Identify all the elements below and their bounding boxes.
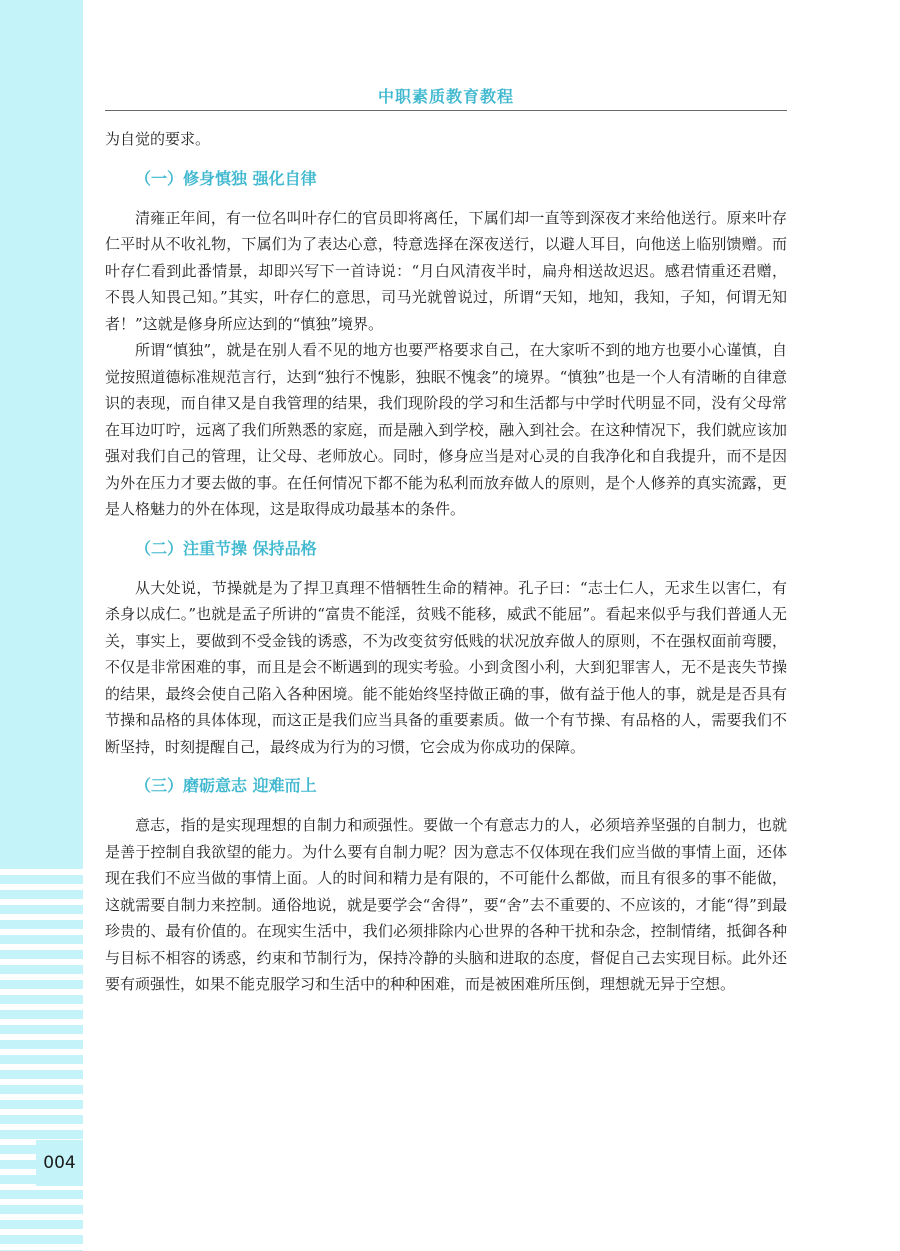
section-heading-2: （二）注重节操 保持品格 xyxy=(135,538,317,558)
page-body xyxy=(105,126,787,998)
section-3-paragraph-1: 意志，指的是实现理想的自制力和顽强性。要做一个有意志力的人，必须培养坚强的自制力，也就是善于控制自我欲望的能力。为什么要有自制力呢？因为意志不仅体现在我们应当做的事情上面，还体现在我们不应当做的事情上面。人的时间和精力是有限的，不可能什么都做，而且有很多的事不能做，这就需要自制力来控制。通俗地说，就是要学会“舍得”，要“舍”去不重要的、不应该的，才能“得”到最珍贵的、最有价值的。在现实生活中，我们必须排除内心世界的各种干扰和杂念，控制情绪，抵御各种与目标不相容的诱惑，约束和节制行为，保持冷静的头脑和进取的态度，督促自己去实现目标。此外还要有顽强性，如果不能克服学习和生活中的种种困难，而是被困难所压倒，理想就无异于空想。 xyxy=(105,816,787,993)
sidebar-stripe-pattern xyxy=(0,860,83,1251)
section-1-paragraph-1: 清雍正年间，有一位名叫叶存仁的官员即将离任，下属们却一直等到深夜才来给他送行。原来叶存仁平时从不收礼物，下属们为了表达心意，特意选择在深夜送行，以避人耳目，向他送上临别馈赠。而叶存仁看到此番情景，却即兴写下一首诗说：“月白风清夜半时，扁舟相送故迟迟。感君情重还君赠，不畏人知畏己知。”其实，叶存仁的意思，司马光就曾说过，所谓“天知，地知，我知，子知，何谓无知者！”这就是修身所应达到的“慎独”境界。 xyxy=(105,208,787,333)
section-2-paragraph-1: 从大处说，节操就是为了捍卫真理不惜牺牲生命的精神。孔子曰：“志士仁人，无求生以害仁，有杀身以成仁。”也就是孟子所讲的“富贵不能淫，贫贱不能移，威武不能屈”。看起来似乎与我们普通人无关，事实上，要做到不受金钱的诱惑，不为改变贫穷低贱的状况放弃做人的原则，不在强权面前弯腰，不仅是非常困难的事，而且是会不断遇到的现实考验。小到贪图小利，大到犯罪害人，无不是丧失节操的结果，最终会使自己陷入各种困境。能不能始终坚持做正确的事，做有益于他人的事，就是是否具有节操和品格的具体体现，而这正是我们应当具备的重要素质。做一个有节操、有品格的人，需要我们不断坚持，时刻提醒自己，最终成为行为的习惯，它会成为你成功的保障。 xyxy=(105,578,787,756)
page-number: 004 xyxy=(36,1140,83,1186)
section-heading-1: （一）修身慎独 强化自律 xyxy=(135,168,317,188)
intro-continuation: 为自觉的要求。 xyxy=(105,130,211,148)
section-heading-3: （三）磨砺意志 迎难而上 xyxy=(135,776,317,795)
section-1-paragraph-2: 所谓“慎独”，就是在别人看不见的地方也要严格要求自己，在大家听不到的地方也要小心谨慎，自觉按照道德标准规范言行，达到“独行不愧影，独眠不愧衾”的境界。“慎独”也是一个人有清晰的自律意识的表现，而自律又是自我管理的结果，我们现阶段的学习和生活都与中学时代明显不同，没有父母常在耳边叮咛，远离了我们所熟悉的家庭，而是融入到学校，融入到社会。在这种情况下，我们就应该加强对我们自己的管理，让父母、老师放心。同时，修身应当是对心灵的自我净化和自我提升，而不是因为外在压力才要去做的事。在任何情况下都不能为私利而放弃做人的原则，是个人修养的真实流露，更是人格魅力的外在体现，这是取得成功最基本的条件。 xyxy=(105,341,787,518)
running-header-title: 中职素质教育教程 xyxy=(377,87,514,106)
header-divider xyxy=(105,110,787,111)
